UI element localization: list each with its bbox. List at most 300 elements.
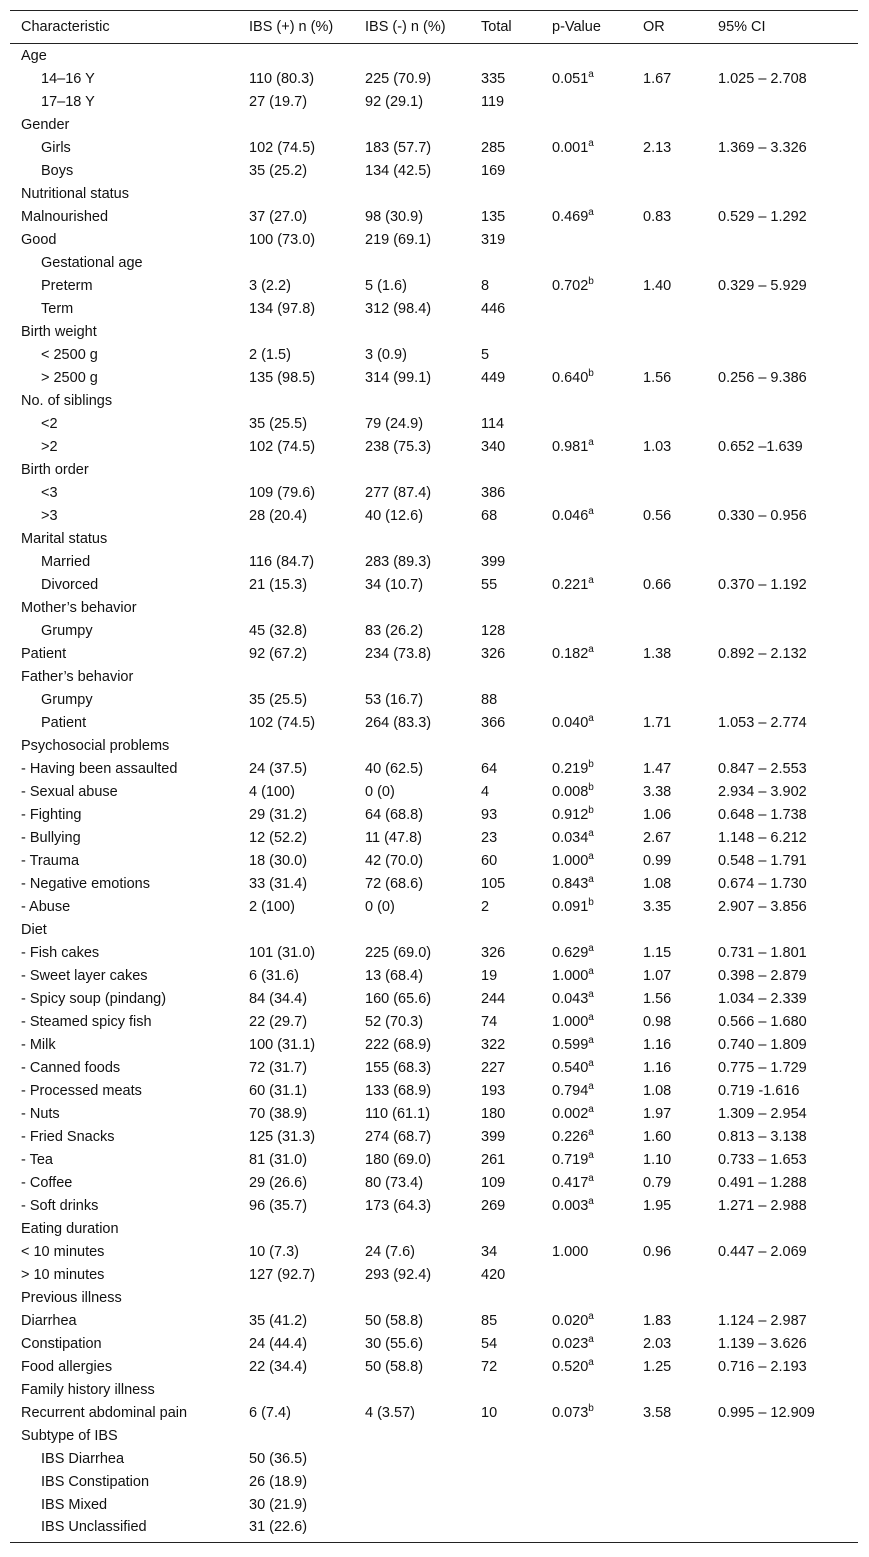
cell-characteristic [10, 1516, 238, 1543]
cell-ci [707, 1125, 858, 1148]
cell-ibs-positive [238, 1470, 354, 1493]
cell-ci-text: 0.995 – 12.909 [718, 1404, 815, 1421]
cell-ibs-negative [354, 895, 470, 918]
cell-total-text: 227 [481, 1059, 506, 1076]
cell-p-value [541, 251, 632, 274]
cell-ibs-positive-text: 72 (31.7) [249, 1059, 308, 1076]
cell-characteristic-text: Good [21, 231, 57, 248]
cell-ibs-negative [354, 1378, 470, 1401]
cell-ibs-negative [354, 389, 470, 412]
cell-p-value [541, 159, 632, 182]
cell-total-text: 169 [481, 162, 506, 179]
cell-or-text: 1.38 [643, 645, 672, 662]
cell-or [632, 1355, 707, 1378]
cell-ci [707, 228, 858, 251]
cell-characteristic [10, 343, 238, 366]
cell-characteristic [10, 1263, 238, 1286]
cell-characteristic-text: < 10 minutes [21, 1243, 105, 1260]
cell-p-value [541, 895, 632, 918]
cell-or [632, 665, 707, 688]
cell-ci [707, 734, 858, 757]
cell-or [632, 550, 707, 573]
cell-ibs-negative [354, 1056, 470, 1079]
cell-characteristic-text: Birth order [21, 461, 89, 478]
cell-ibs-negative [354, 1102, 470, 1125]
cell-ibs-negative [354, 734, 470, 757]
table-row [10, 1447, 858, 1470]
cell-p-value-text: 0.043 [552, 990, 589, 1007]
p-value-footnote-marker: a [588, 1103, 594, 1115]
table-row [10, 1263, 858, 1286]
cell-ci [707, 1010, 858, 1033]
cell-characteristic-text: - Negative emotions [21, 875, 150, 892]
cell-characteristic-text: Grumpy [41, 622, 93, 639]
cell-ibs-negative [354, 826, 470, 849]
cell-ci-text: 1.309 – 2.954 [718, 1105, 807, 1122]
table-row [10, 504, 858, 527]
cell-total [470, 895, 541, 918]
cell-ibs-positive-text: 24 (37.5) [249, 760, 308, 777]
p-value-footnote-marker: a [588, 850, 594, 862]
table-row [10, 1056, 858, 1079]
cell-characteristic-text: Diet [21, 921, 47, 938]
cell-characteristic [10, 895, 238, 918]
table-row [10, 1493, 858, 1516]
cell-or [632, 527, 707, 550]
cell-p-value-text: 0.794 [552, 1082, 589, 1099]
cell-ibs-positive-text: 60 (31.1) [249, 1082, 308, 1099]
cell-ibs-negative-text: 5 (1.6) [365, 277, 407, 294]
cell-p-value [541, 1424, 632, 1447]
cell-ibs-positive [238, 780, 354, 803]
cell-ibs-positive [238, 1493, 354, 1516]
cell-p-value [541, 642, 632, 665]
cell-ibs-negative-text: 13 (68.4) [365, 967, 424, 984]
cell-ci-text: 0.529 – 1.292 [718, 208, 807, 225]
cell-ibs-negative [354, 412, 470, 435]
cell-p-value [541, 757, 632, 780]
p-value-footnote-marker: a [588, 942, 594, 954]
cell-ibs-negative [354, 1240, 470, 1263]
cell-characteristic [10, 504, 238, 527]
table-row [10, 1171, 858, 1194]
cell-ibs-negative [354, 1470, 470, 1493]
cell-or [632, 1240, 707, 1263]
cell-total [470, 573, 541, 596]
cell-ibs-negative [354, 1516, 470, 1543]
cell-ibs-positive [238, 182, 354, 205]
cell-ibs-positive-text: 6 (31.6) [249, 967, 299, 984]
p-value-footnote-marker: b [588, 781, 594, 793]
cell-characteristic [10, 366, 238, 389]
cell-ci [707, 320, 858, 343]
cell-total-text: 335 [481, 70, 506, 87]
cell-total [470, 44, 541, 68]
table-header [10, 11, 858, 44]
cell-or [632, 1309, 707, 1332]
cell-characteristic [10, 642, 238, 665]
cell-ibs-negative [354, 504, 470, 527]
cell-characteristic-text: Family history illness [21, 1381, 155, 1398]
cell-ibs-positive [238, 596, 354, 619]
cell-ci-text: 0.548 – 1.791 [718, 852, 807, 869]
cell-ibs-positive [238, 205, 354, 228]
cell-p-value [541, 1286, 632, 1309]
cell-p-value [541, 734, 632, 757]
cell-total-text: 114 [481, 415, 505, 432]
cell-ibs-positive-text: 3 (2.2) [249, 277, 291, 294]
table-row [10, 734, 858, 757]
p-value-footnote-marker: a [588, 1333, 594, 1345]
table-row [10, 113, 858, 136]
table-row [10, 688, 858, 711]
p-value-footnote-marker: a [588, 965, 594, 977]
cell-ibs-positive [238, 1194, 354, 1217]
p-value-footnote-marker: a [588, 206, 594, 218]
p-value-footnote-marker: a [588, 1195, 594, 1207]
cell-p-value-text: 0.001 [552, 139, 589, 156]
cell-total-text: 4 [481, 783, 490, 800]
p-value-footnote-marker: b [588, 804, 594, 816]
cell-characteristic [10, 872, 238, 895]
cell-ibs-negative-text: 53 (16.7) [365, 691, 424, 708]
ibs-characteristics-table [10, 10, 858, 1543]
table-row [10, 320, 858, 343]
cell-total-text: 449 [481, 369, 506, 386]
cell-p-value [541, 803, 632, 826]
cell-p-value [541, 987, 632, 1010]
cell-or [632, 113, 707, 136]
cell-characteristic-text: - Abuse [21, 898, 71, 915]
cell-total [470, 1033, 541, 1056]
cell-total [470, 1079, 541, 1102]
cell-ci [707, 159, 858, 182]
cell-or [632, 1516, 707, 1543]
cell-total-text: 119 [481, 93, 505, 110]
cell-p-value-text: 0.051 [552, 70, 589, 87]
cell-total [470, 481, 541, 504]
cell-total [470, 1102, 541, 1125]
cell-characteristic-text: IBS Unclassified [41, 1519, 147, 1535]
cell-total-text: 285 [481, 139, 506, 156]
cell-or [632, 320, 707, 343]
cell-characteristic-text: >2 [41, 438, 58, 455]
cell-or-text: 3.58 [643, 1404, 672, 1421]
cell-characteristic [10, 1447, 238, 1470]
cell-total-text: 399 [481, 1128, 506, 1145]
cell-characteristic [10, 849, 238, 872]
cell-ibs-negative-text: 11 (47.8) [365, 829, 422, 846]
cell-ci [707, 205, 858, 228]
cell-ibs-negative [354, 987, 470, 1010]
cell-total [470, 458, 541, 481]
cell-or [632, 987, 707, 1010]
table-body [10, 44, 858, 1543]
cell-ci [707, 688, 858, 711]
cell-or [632, 44, 707, 68]
p-value-footnote-marker: b [588, 896, 594, 908]
cell-ci-text: 0.329 – 5.929 [718, 277, 807, 294]
cell-p-value [541, 711, 632, 734]
cell-characteristic [10, 780, 238, 803]
cell-or [632, 1493, 707, 1516]
cell-or-text: 1.67 [643, 70, 672, 87]
cell-p-value-text: 0.540 [552, 1059, 589, 1076]
cell-ci [707, 1194, 858, 1217]
cell-ci [707, 596, 858, 619]
table-row [10, 964, 858, 987]
cell-total-text: 269 [481, 1197, 506, 1214]
cell-ibs-negative [354, 274, 470, 297]
cell-characteristic [10, 711, 238, 734]
cell-p-value [541, 964, 632, 987]
cell-total [470, 803, 541, 826]
cell-p-value [541, 182, 632, 205]
cell-ci-text: 2.934 – 3.902 [718, 783, 807, 800]
cell-p-value [541, 688, 632, 711]
cell-characteristic [10, 1148, 238, 1171]
cell-total [470, 1378, 541, 1401]
cell-or [632, 872, 707, 895]
cell-p-value [541, 1332, 632, 1355]
cell-total-text: 109 [481, 1174, 506, 1191]
cell-ibs-negative-text: 283 (89.3) [365, 553, 432, 570]
cell-ci-text: 0.491 – 1.288 [718, 1174, 807, 1191]
cell-total-text: 8 [481, 277, 490, 294]
cell-ibs-positive [238, 987, 354, 1010]
cell-ci [707, 274, 858, 297]
cell-ci [707, 435, 858, 458]
cell-or [632, 1470, 707, 1493]
cell-ibs-negative [354, 711, 470, 734]
p-value-footnote-marker: b [588, 1402, 594, 1414]
cell-total [470, 1424, 541, 1447]
p-value-footnote-marker: b [588, 367, 594, 379]
cell-ci-text: 2.907 – 3.856 [718, 898, 807, 915]
p-value-footnote-marker: a [588, 988, 594, 1000]
cell-total [470, 297, 541, 320]
cell-p-value-text: 0.226 [552, 1128, 589, 1145]
cell-ibs-positive-text: 10 (7.3) [249, 1243, 299, 1260]
cell-ci-text: 1.124 – 2.987 [718, 1312, 807, 1329]
cell-ibs-positive [238, 136, 354, 159]
table-row [10, 1217, 858, 1240]
cell-ci [707, 90, 858, 113]
cell-characteristic-text: Girls [41, 139, 71, 156]
cell-ibs-negative [354, 1033, 470, 1056]
cell-ci-text: 0.740 – 1.809 [718, 1036, 807, 1053]
cell-ibs-positive [238, 849, 354, 872]
cell-ci [707, 964, 858, 987]
cell-or-text: 1.56 [643, 990, 672, 1007]
cell-ibs-positive [238, 159, 354, 182]
cell-or-text: 0.56 [643, 507, 672, 524]
cell-ibs-negative-text: 50 (58.8) [365, 1312, 424, 1329]
cell-p-value [541, 1401, 632, 1424]
table-row [10, 1240, 858, 1263]
cell-or [632, 1263, 707, 1286]
cell-p-value [541, 205, 632, 228]
cell-characteristic-text: - Steamed spicy fish [21, 1013, 152, 1030]
cell-total-text: 19 [481, 967, 498, 984]
cell-or [632, 849, 707, 872]
cell-total [470, 665, 541, 688]
cell-p-value [541, 1171, 632, 1194]
cell-p-value [541, 458, 632, 481]
cell-ibs-negative-text: 180 (69.0) [365, 1151, 432, 1168]
cell-or [632, 136, 707, 159]
cell-characteristic-text: Preterm [41, 277, 93, 294]
cell-p-value-text: 0.981 [552, 438, 589, 455]
cell-characteristic-text: Mother’s behavior [21, 599, 137, 616]
cell-characteristic-text: Marital status [21, 530, 108, 547]
cell-or-text: 1.71 [643, 714, 672, 731]
cell-ibs-negative [354, 1263, 470, 1286]
cell-p-value-text: 1.000 [552, 1243, 589, 1260]
cell-ibs-negative [354, 1332, 470, 1355]
cell-ibs-negative-text: 30 (55.6) [365, 1335, 424, 1352]
cell-p-value [541, 1217, 632, 1240]
table-row [10, 826, 858, 849]
cell-ibs-positive-text: 35 (25.2) [249, 162, 308, 179]
cell-or [632, 274, 707, 297]
cell-total [470, 90, 541, 113]
cell-or [632, 596, 707, 619]
cell-or [632, 1033, 707, 1056]
cell-ci-text: 0.674 – 1.730 [718, 875, 807, 892]
cell-characteristic-text: Gender [21, 116, 70, 133]
cell-or-text: 1.25 [643, 1358, 672, 1375]
cell-or-text: 2.13 [643, 139, 672, 156]
cell-characteristic [10, 734, 238, 757]
cell-characteristic-text: Malnourished [21, 208, 109, 225]
table-row [10, 711, 858, 734]
cell-p-value-text: 0.221 [552, 576, 589, 593]
cell-or [632, 964, 707, 987]
table-row [10, 665, 858, 688]
cell-total [470, 251, 541, 274]
cell-ibs-negative [354, 1217, 470, 1240]
cell-characteristic [10, 941, 238, 964]
cell-ci [707, 1470, 858, 1493]
cell-total [470, 1355, 541, 1378]
cell-ibs-positive [238, 481, 354, 504]
p-value-footnote-marker: a [588, 643, 594, 655]
cell-p-value [541, 826, 632, 849]
cell-ibs-positive [238, 1240, 354, 1263]
cell-ibs-negative-text: 40 (12.6) [365, 507, 424, 524]
cell-characteristic-text: IBS Constipation [41, 1473, 150, 1490]
cell-ci [707, 1309, 858, 1332]
cell-or [632, 205, 707, 228]
header-ibs-negative: IBS (-) n (%) [354, 11, 470, 44]
cell-total [470, 343, 541, 366]
cell-characteristic-text: Nutritional status [21, 185, 129, 202]
cell-p-value [541, 228, 632, 251]
p-value-footnote-marker: a [588, 1080, 594, 1092]
table-row [10, 251, 858, 274]
cell-ibs-negative-text: 293 (92.4) [365, 1266, 432, 1283]
cell-ibs-positive-text: 135 (98.5) [249, 369, 316, 386]
cell-p-value-text: 0.023 [552, 1335, 589, 1352]
cell-or-text: 1.07 [643, 967, 672, 984]
cell-ibs-positive [238, 389, 354, 412]
cell-ci [707, 44, 858, 68]
cell-ibs-negative [354, 964, 470, 987]
cell-p-value [541, 1102, 632, 1125]
cell-ibs-positive-text: 50 (36.5) [249, 1450, 308, 1467]
cell-ibs-positive-text: 92 (67.2) [249, 645, 308, 662]
p-value-footnote-marker: a [588, 1126, 594, 1138]
cell-total [470, 274, 541, 297]
cell-ibs-positive-text: 96 (35.7) [249, 1197, 308, 1214]
cell-p-value [541, 665, 632, 688]
cell-total-text: 64 [481, 760, 498, 777]
header-total: Total [470, 11, 541, 44]
cell-total-text: 128 [481, 622, 506, 639]
cell-characteristic [10, 918, 238, 941]
cell-characteristic [10, 987, 238, 1010]
cell-ibs-positive [238, 642, 354, 665]
cell-ibs-positive [238, 918, 354, 941]
cell-ci-text: 0.716 – 2.193 [718, 1358, 807, 1375]
cell-characteristic [10, 1355, 238, 1378]
cell-ci [707, 573, 858, 596]
cell-or [632, 826, 707, 849]
cell-ibs-positive [238, 44, 354, 68]
table-row [10, 159, 858, 182]
cell-total [470, 136, 541, 159]
cell-ibs-negative [354, 803, 470, 826]
cell-ci [707, 803, 858, 826]
cell-ibs-positive [238, 251, 354, 274]
cell-ibs-positive-text: 31 (22.6) [249, 1519, 308, 1535]
cell-or [632, 1332, 707, 1355]
cell-total-text: 135 [481, 208, 506, 225]
cell-p-value [541, 1125, 632, 1148]
cell-or [632, 1401, 707, 1424]
cell-or [632, 573, 707, 596]
cell-ibs-positive [238, 297, 354, 320]
p-value-footnote-marker: a [588, 137, 594, 149]
cell-ci [707, 1263, 858, 1286]
cell-p-value-text: 1.000 [552, 967, 589, 984]
cell-ci [707, 251, 858, 274]
cell-total [470, 1263, 541, 1286]
cell-characteristic [10, 803, 238, 826]
cell-ci [707, 1148, 858, 1171]
cell-ibs-negative-text: 234 (73.8) [365, 645, 432, 662]
cell-characteristic-text: <2 [41, 415, 58, 432]
cell-total-text: 105 [481, 875, 506, 892]
cell-ibs-positive-text: 109 (79.6) [249, 484, 316, 501]
cell-ibs-negative [354, 1171, 470, 1194]
cell-p-value-text: 0.719 [552, 1151, 589, 1168]
cell-p-value [541, 849, 632, 872]
cell-characteristic [10, 205, 238, 228]
cell-total [470, 711, 541, 734]
cell-ci-text: 0.370 – 1.192 [718, 576, 807, 593]
cell-ibs-negative-text: 92 (29.1) [365, 93, 424, 110]
cell-p-value [541, 412, 632, 435]
cell-ci-text: 0.652 –1.639 [718, 438, 803, 455]
cell-characteristic [10, 550, 238, 573]
cell-or-text: 2.67 [643, 829, 672, 846]
cell-total [470, 389, 541, 412]
cell-total [470, 113, 541, 136]
cell-ibs-positive [238, 90, 354, 113]
p-value-footnote-marker: a [588, 873, 594, 885]
